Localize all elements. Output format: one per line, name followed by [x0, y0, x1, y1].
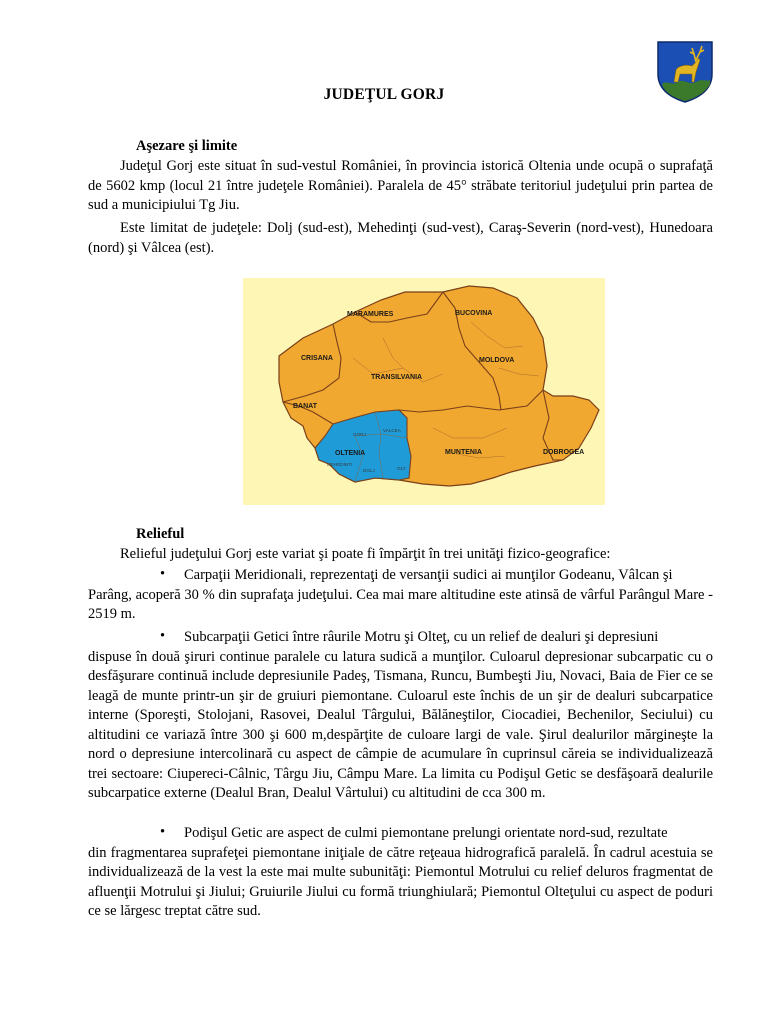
section-heading-location: Aşezare şi limite [136, 138, 238, 154]
page-title: JUDEŢUL GORJ [323, 86, 445, 103]
list-item [88, 628, 713, 804]
deer-coat-of-arms-icon [656, 40, 714, 104]
bullet-icon: • [160, 566, 166, 582]
bullet-first-line: Carpaţii Meridionali, reprezentaţi de versanţii sudici ai munţilor Godeanu, Vâlcan şi [184, 567, 673, 583]
bullet-first-line: Subcarpaţii Getici între râurile Motru şi Olteţ, cu un relief de dealuri şi depresiuni [184, 629, 659, 645]
bullet-icon: • [160, 824, 166, 840]
map-label-gorj: GORJ [353, 432, 366, 437]
bullet-rest: Parâng, acoperă 30 % din suprafaţa judeţului. Cea mai mare altitudine este atinsă de vârful Parângul Mare - 2519 m. [88, 586, 713, 622]
map-label-oltenia: OLTENIA [335, 450, 366, 457]
map-label-muntenia: MUNTENIA [445, 449, 482, 456]
bullet-rest: din fragmentarea suprafeţei piemontane iniţiale de către reţeaua hidrografică paralelă. În cadrul acestuia se individualizează de la vest la este mai multe subunităţi: Piemontul Motrului cu relief deluros fragmentat de afluenţii Motrului şi Jiului; Gruiurile Jiului cu formă triunghiulară; Piemontul Olteţului cu aspect de poduri ce se lărgesc treptat către sud. [88, 844, 713, 919]
bullet-first-line: Podişul Getic are aspect de culmi piemontane prelungi orientate nord-sud, rezultate [184, 825, 668, 841]
map-label-crisana: CRISANA [301, 355, 333, 362]
map-label-mehedinti: MEHEDINTI [327, 462, 353, 467]
paragraph-relief-intro: Relieful judeţului Gorj este variat şi poate fi împărţit în trei unităţi fizico-geografice: [120, 546, 611, 562]
map-label-maramures: MARAMURES [347, 311, 394, 318]
map-label-transilvania: TRANSILVANIA [371, 374, 423, 381]
bullet-icon: • [160, 628, 166, 644]
map-label-dobrogea: DOBROGEA [543, 449, 585, 456]
map-label-bucovina: BUCOVINA [455, 310, 493, 317]
map-label-banat: BANAT [293, 403, 317, 410]
romania-regions-map [243, 278, 605, 505]
map-label-olt: OLT [397, 466, 406, 471]
map-label-valcea: VALCEA [383, 428, 401, 433]
bullet-rest: dispuse în două şiruri continue paralele cu latura sudică a munţilor. Culoarul depresionar subcarpatic cu o desfăşurare continuă include depresiunile Padeş, Tismana, Runcu, Bumbeşti Jiu, Novaci, Baia de Fier ce se leagă de munte printr-un şir de gruiuri piemontane. Culoarul este închis de un şir de dealuri subcarpatice interne (Sporeşti, Stolojani, Rasovei, Dealul Târgului, Bălăneştilor, Ciocadiei, Bechenilor, Seciului) cu altitudini ce variază între 300 şi 600 m,despărţite de culoare largi de vale. Şirul dealurilor mărgineşte la nord o depresiune intercolinară cu aspect de câmpie de acumulare în cuprinsul căreia se individualizează trei sectoare: Ciupereci-Câlnic, Târgu Jiu, Câmpu Mare. La limita cu Podişul Getic se desfăşoară dealurile subcarpatice externe (Dealul Bran, Dealul Vârtului) cu altitudini de cca 300 m. [88, 648, 713, 801]
list-item [88, 824, 713, 922]
map-label-dolj: DOLJ [363, 468, 375, 473]
map-label-moldova: MOLDOVA [479, 357, 515, 364]
list-item [88, 566, 713, 625]
paragraph-borders: Este limitat de judeţele: Dolj (sud-est), Mehedinţi (sud-vest), Caraş-Severin (nord-vest), Hunedoara (nord) şi Vâlcea (est). [88, 220, 713, 256]
paragraph-location: Judeţul Gorj este situat în sud-vestul României, în provincia istorică Oltenia unde ocupă o suprafaţă de 5602 kmp (locul 21 între judeţele României). Paralela de 45° străbate teritoriul judeţului prin partea de sud a municipiului Tg Jiu. [88, 158, 713, 213]
section-heading-relief: Relieful [136, 526, 185, 542]
